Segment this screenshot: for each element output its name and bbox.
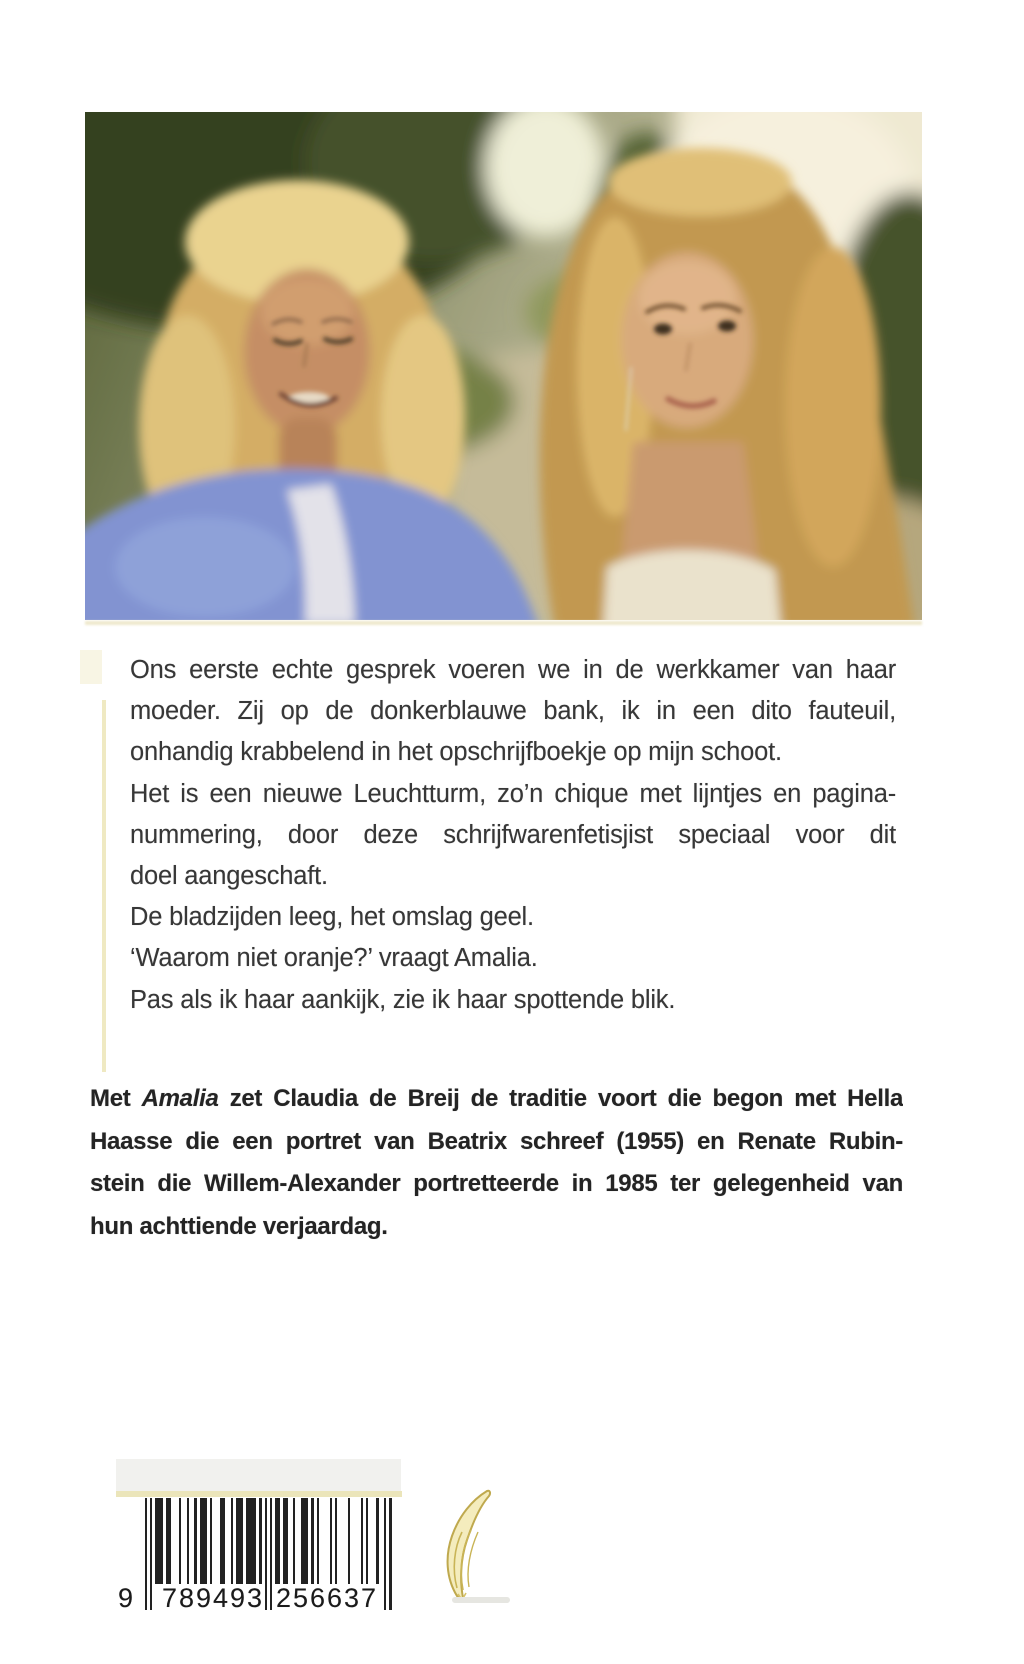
barcode-bar: [231, 1498, 233, 1584]
barcode-bar: [376, 1498, 378, 1584]
barcode-bar: [384, 1498, 386, 1610]
blurb-text: zet Claudia de Breij de traditie voort die begon met Hella: [229, 1085, 903, 1112]
blurb-line: stein die Willem-Alexander portretteerde in 1985 ter gelegenheid van: [90, 1170, 903, 1197]
barcode-bar: [259, 1498, 261, 1584]
barcode-bar: [293, 1498, 295, 1584]
quote-line: onhandig krabbelend in het opschrijfboekje op mijn schoot.: [130, 738, 782, 767]
barcode-bar: [348, 1498, 350, 1584]
barcode-bar: [236, 1498, 243, 1584]
isbn-group-2: 256637: [275, 1583, 379, 1613]
barcode-bar: [166, 1498, 171, 1584]
book-title-italic: Amalia: [141, 1085, 219, 1112]
barcode-bar: [179, 1498, 181, 1584]
blurb-text: Met: [90, 1085, 131, 1112]
barcode-bar: [283, 1498, 288, 1584]
barcode-bar: [330, 1498, 332, 1584]
blurb-line: Haasse die een portret van Beatrix schreef (1955) en Renate Rubin-: [90, 1127, 903, 1155]
blurb-line: hun achttiende verjaardag.: [90, 1212, 388, 1240]
quote-accent-mark: [80, 650, 102, 684]
quote-line: Ons eerste echte gesprek voeren we in de werkkamer van haar: [130, 656, 896, 684]
photo-bottom-shadow: [85, 621, 922, 625]
quote-line: ‘Waarom niet oranje?’ vraagt Amalia.: [130, 944, 538, 973]
quote-line: doel aangeschaft.: [130, 861, 328, 890]
barcode-bar: [187, 1498, 189, 1584]
barcode-bar: [301, 1498, 308, 1584]
quote-line: Het is een nieuwe Leuchtturm, zo’n chique met lijntjes en pagina-: [130, 779, 896, 808]
barcode-bar: [194, 1498, 196, 1584]
quote-accent-bar: [102, 700, 106, 1072]
publisher-caption-smudge: [452, 1597, 510, 1603]
barcode-bar: [220, 1498, 225, 1584]
barcode-bar: [270, 1498, 272, 1610]
barcode-bar: [361, 1498, 363, 1584]
publisher-feather-icon: [424, 1488, 496, 1600]
barcode-bar: [311, 1498, 313, 1584]
barcode-bar: [150, 1498, 152, 1610]
barcode-bar: [246, 1498, 256, 1584]
isbn-prefix-digit: 9: [118, 1583, 136, 1613]
barcode-cream-line: [116, 1491, 402, 1497]
blurb-block: [90, 1078, 903, 1248]
barcode-bar: [145, 1498, 147, 1610]
barcode-bar: [155, 1498, 162, 1584]
barcode-bar: [275, 1498, 280, 1584]
barcode-gray-band: [116, 1459, 401, 1491]
quote-line: Pas als ik haar aankijk, zie ik haar spottende blik.: [130, 985, 676, 1014]
quote-line: nummering, door deze schrijfwarenfetisjist speciaal voor dit: [130, 820, 896, 849]
barcode-bar: [335, 1498, 337, 1584]
quote-line: moeder. Zij op de donkerblauwe bank, ik in een dito fauteuil,: [130, 697, 896, 726]
isbn-group-1: 789493: [161, 1583, 265, 1613]
quote-block: [130, 650, 896, 1021]
quote-line: De bladzijden leeg, het omslag geel.: [130, 903, 534, 932]
barcode-bar: [366, 1498, 368, 1584]
cover-photo: [85, 112, 922, 620]
photo-warm-overlay: [85, 112, 922, 620]
cover-photo-illustration: [85, 112, 922, 620]
barcode-bar: [210, 1498, 212, 1584]
barcode-bar: [200, 1498, 207, 1584]
blurb-line: [90, 1078, 903, 1121]
barcode-bar: [389, 1498, 391, 1610]
barcode-bar: [317, 1498, 319, 1584]
